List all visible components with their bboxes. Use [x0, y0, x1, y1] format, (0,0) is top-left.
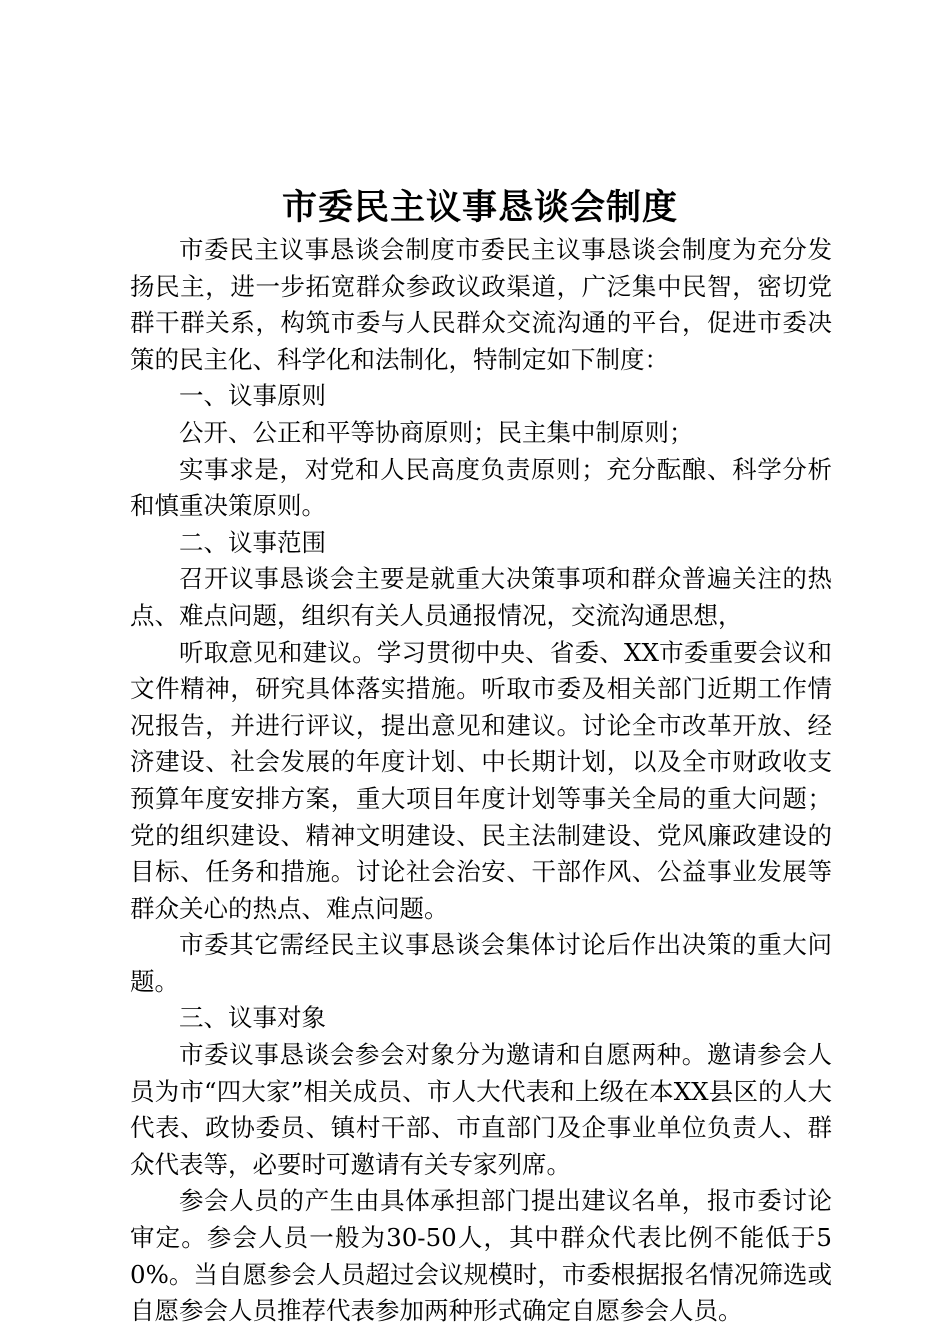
document-title: 市委民主议事恳谈会制度 — [281, 187, 678, 228]
section-heading-principles: 一、议事原则 — [179, 381, 326, 411]
section-heading-participants: 三、议事对象 — [179, 1003, 326, 1033]
paragraph-intro: 市委民主议事恳谈会制度市委民主议事恳谈会制度为充分发扬民主，进一步拓宽群众参政议政渠道，广泛集中民智，密切党群干群关系，构筑市委与人民群众交流沟通的平台，促进市委决策的民主化、科学化和法制化，特制定如下制度： — [130, 235, 832, 374]
paragraph-participants-2: 参会人员的产生由具体承担部门提出建议名单，报市委讨论审定。参会人员一般为30-50人，其中群众代表比例不能低于50%。当自愿参会人员超过会议规模时，市委根据报名情况筛选或自愿参会人员推荐代表参加两种形式确定自愿参会人员。 — [130, 1186, 832, 1326]
section-heading-scope: 二、议事范围 — [179, 527, 326, 557]
paragraph-scope-1: 召开议事恳谈会主要是就重大决策事项和群众普遍关注的热点、难点问题，组织有关人员通报情况，交流沟通思想， — [130, 564, 832, 630]
paragraph-scope-3: 市委其它需经民主议事恳谈会集体讨论后作出决策的重大问题。 — [130, 930, 832, 996]
paragraph-scope-2: 听取意见和建议。学习贯彻中央、省委、XX市委重要会议和文件精神，研究具体落实措施。听取市委及相关部门近期工作情况报告，并进行评议，提出意见和建议。讨论全市改革开放、经济建设、社会发展的年度计划、中长期计划，以及全市财政收支预算年度安排方案，重大项目年度计划等事关全局的重大问题；党的组织建设、精神文明建设、民主法制建设、党风廉政建设的目标、任务和措施。讨论社会治安、干部作风、公益事业发展等群众关心的热点、难点问题。 — [130, 637, 832, 923]
paragraph-principles-1: 公开、公正和平等协商原则；民主集中制原则； — [179, 417, 694, 447]
paragraph-participants-1: 市委议事恳谈会参会对象分为邀请和自愿两种。邀请参会人员为市“四大家”相关成员、市人大代表和上级在本XX县区的人大代表、政协委员、镇村干部、市直部门及企事业单位负责人、群众代表等，必要时可邀请有关专家列席。 — [130, 1040, 832, 1179]
document-body — [130, 232, 832, 1330]
paragraph-principles-2: 实事求是，对党和人民高度负责原则；充分酝酿、科学分析和慎重决策原则。 — [130, 454, 832, 521]
